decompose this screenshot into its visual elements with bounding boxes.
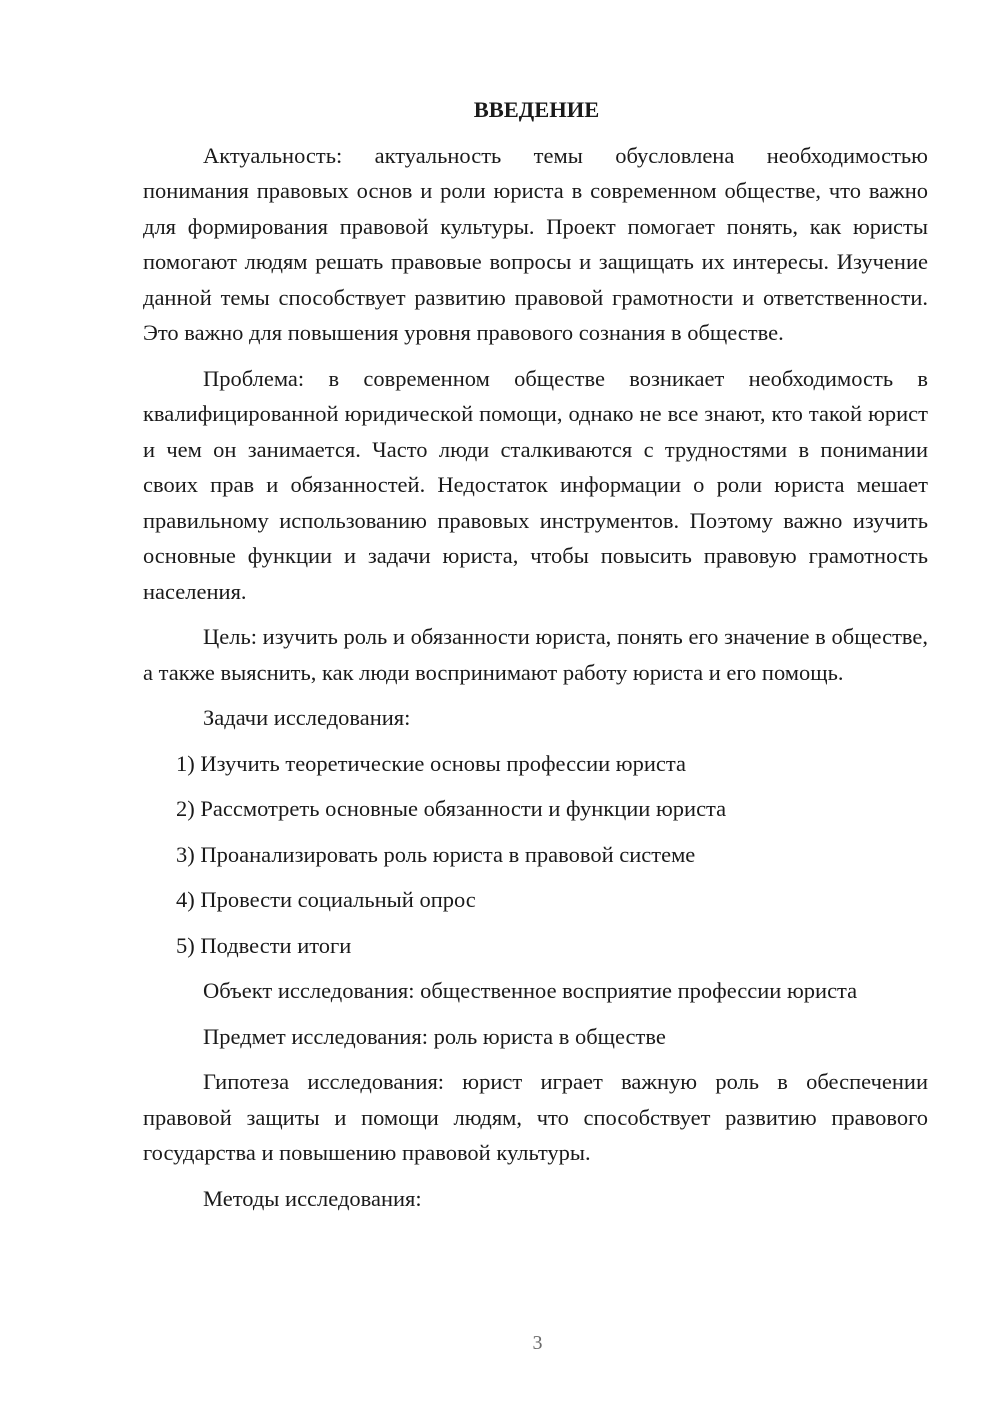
tasks-list — [143, 746, 928, 964]
methods-heading: Методы исследования: — [203, 1185, 422, 1211]
hypothesis-paragraph: Гипотеза исследования: юрист играет важную роль в обеспечении правовой защиты и помощи людям, что способствует развитию правового государства и повышению правовой культуры. — [143, 1069, 928, 1165]
problem-paragraph: Проблема: в современном обществе возникает необходимость в квалифицированной юридической помощи, однако не все знают, кто такой юрист и чем он занимается. Часто люди сталкиваются с трудностями в понимании своих прав и обязанностей. Недостаток информации о роли юриста мешает правильному использованию правовых инструментов. Поэтому важно изучить основные функции и задачи юриста, чтобы повысить правовую грамотность населения. — [143, 365, 928, 604]
relevance-paragraph: Актуальность: актуальность темы обусловлена необходимостью понимания правовых основ и роли юриста в современном обществе, что важно для формирования правовой культуры. Проект помогает понять, как юристы помогают людям решать правовые вопросы и защищать их интересы. Изучение данной темы способствует развитию правовой грамотности и ответственности. Это важно для повышения уровня правового сознания в обществе. — [143, 142, 928, 345]
task-item: 1) Изучить теоретические основы профессии юриста — [176, 750, 686, 776]
task-item: 4) Провести социальный опрос — [176, 887, 476, 912]
goal-paragraph: Цель: изучить роль и обязанности юриста, понять его значение в обществе, а также выяснить, как люди воспринимают работу юриста и его помощь. — [143, 624, 928, 685]
task-item: 2) Рассмотреть основные обязанности и функции юриста — [176, 796, 727, 821]
task-item: 5) Подвести итоги — [176, 932, 352, 958]
research-subject: Предмет исследования: роль юриста в обществе — [203, 1023, 666, 1049]
tasks-heading: Задачи исследования: — [203, 705, 411, 730]
task-item: 3) Проанализировать роль юриста в правовой системе — [176, 841, 696, 867]
page-title: ВВЕДЕНИЕ — [473, 97, 600, 122]
research-object: Объект исследования: общественное восприятие профессии юриста — [203, 978, 858, 1003]
page-number: 3 — [532, 1332, 543, 1354]
page-content — [143, 92, 928, 1226]
